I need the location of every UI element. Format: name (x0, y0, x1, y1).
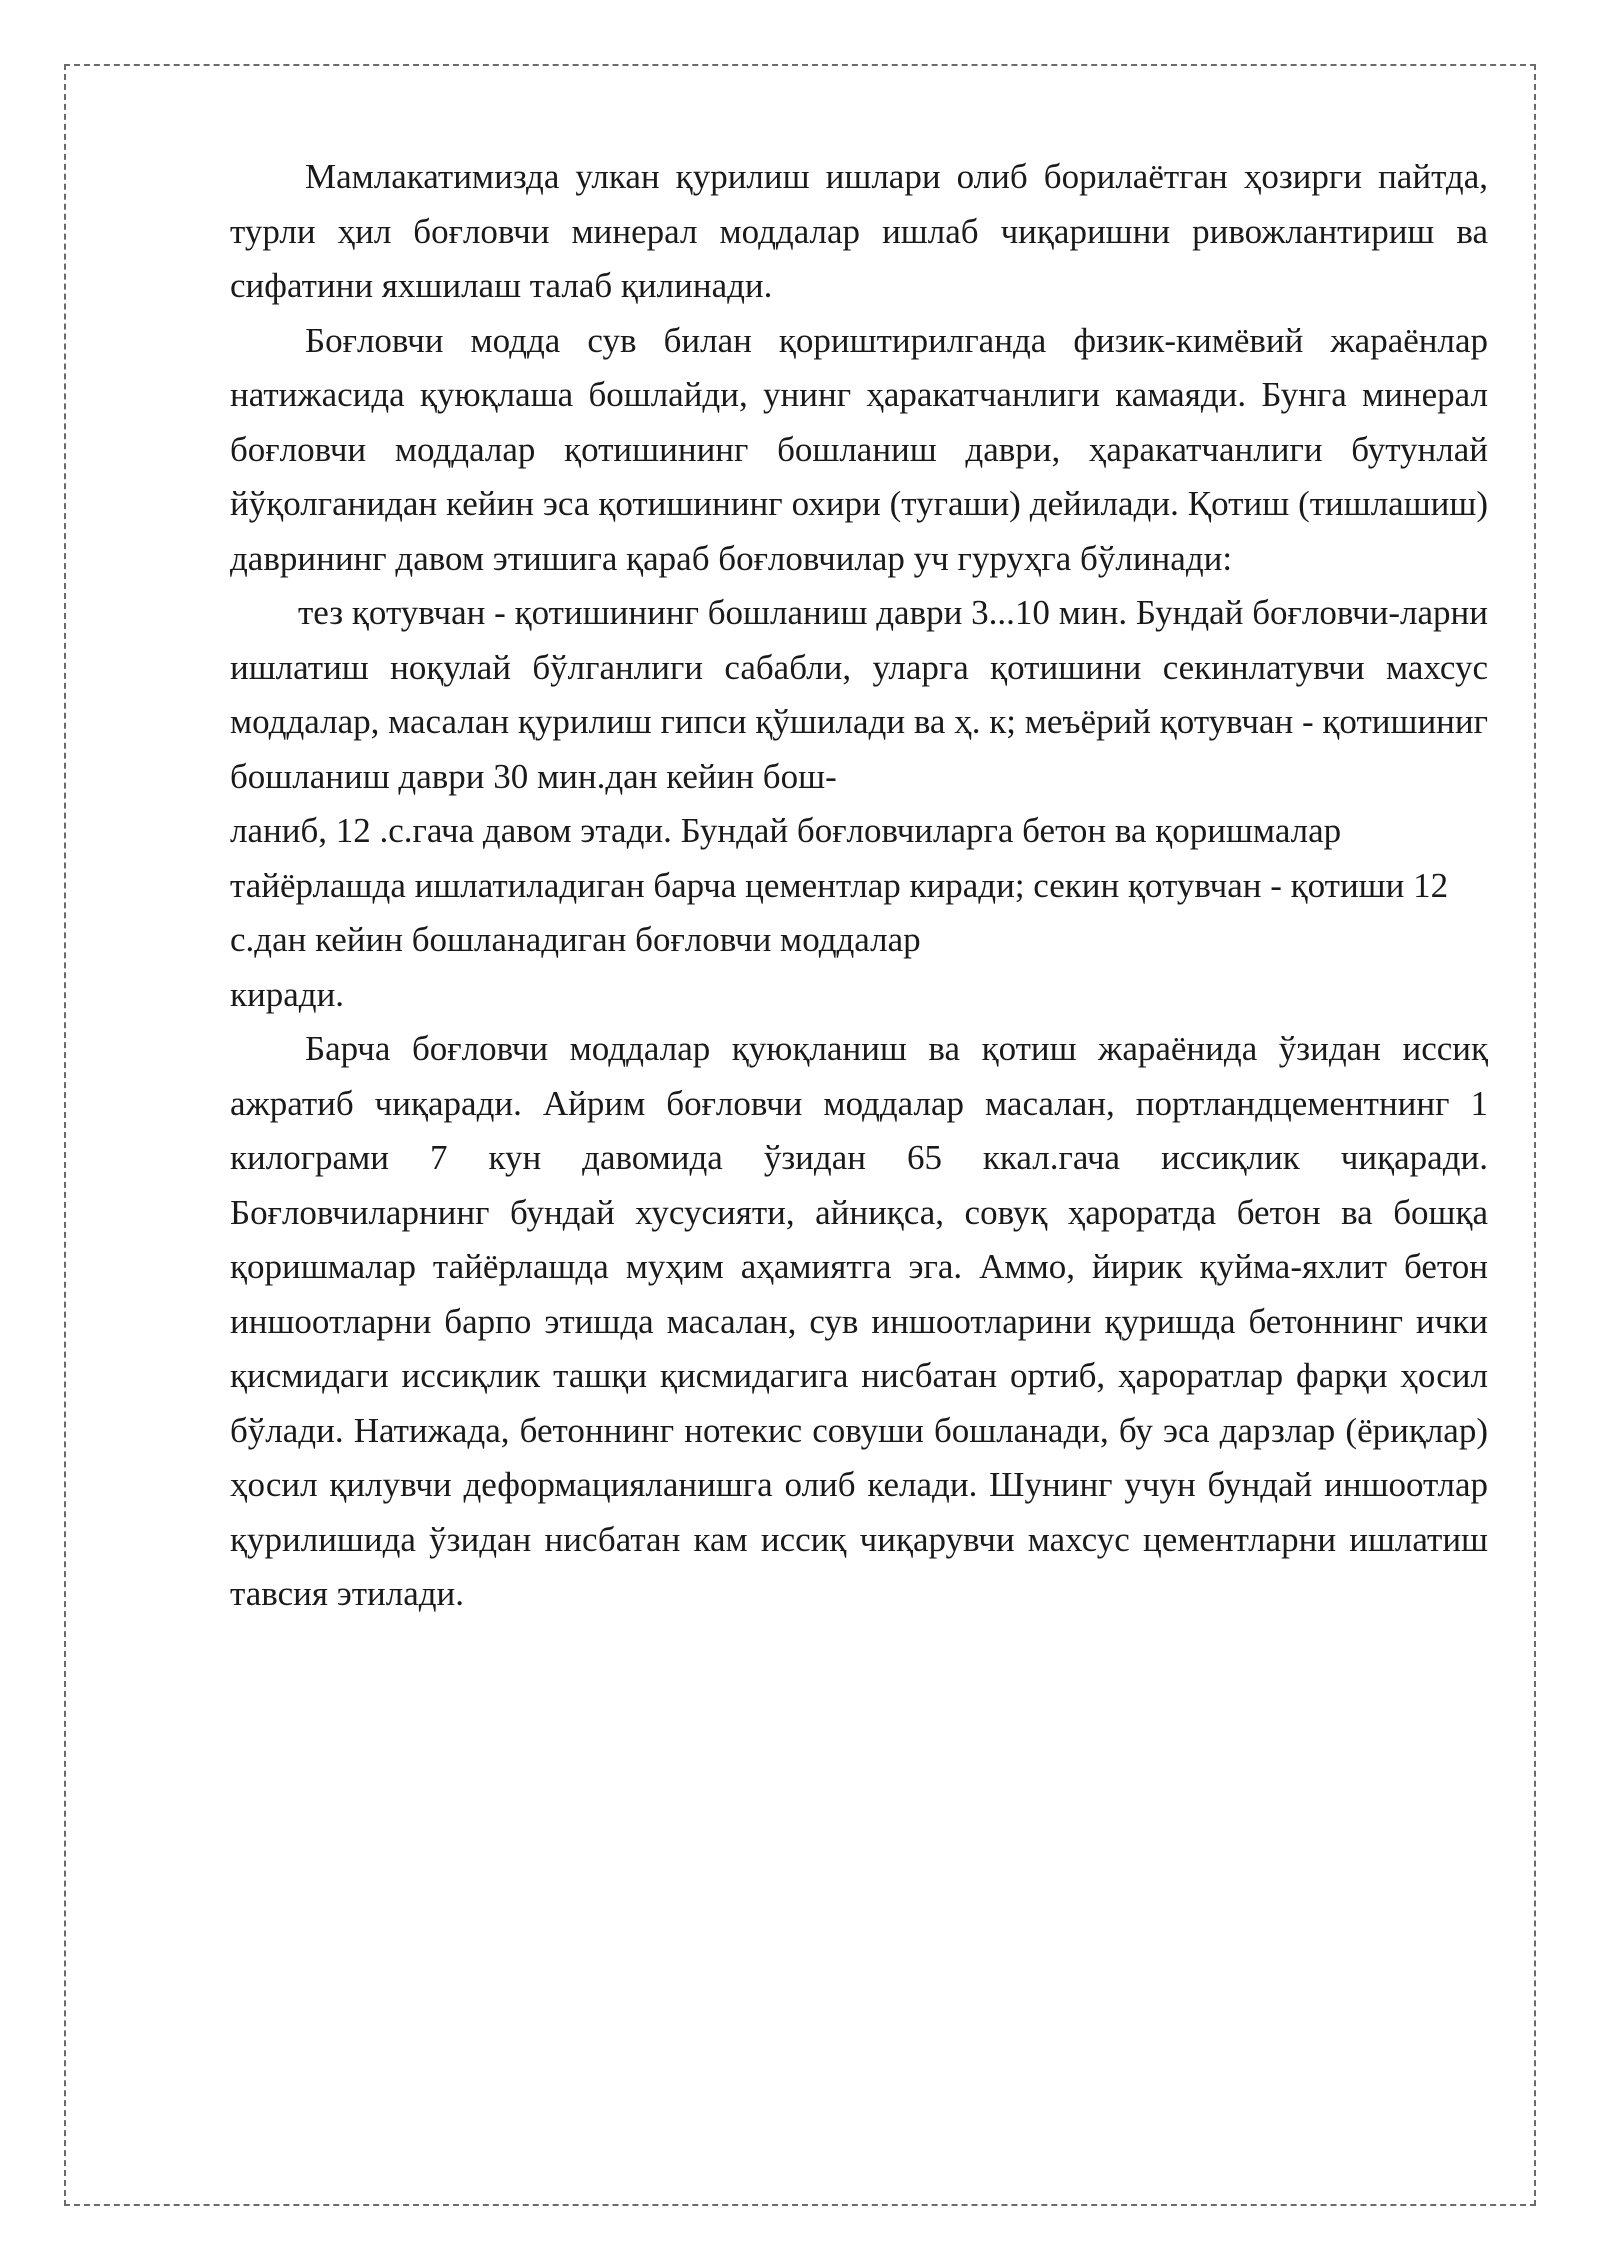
paragraph-heat-release: Барча боғловчи моддалар қуюқланиш ва қотиш жараёнида ўзидан иссиқ ажратиб чиқаради. Айрим боғловчи моддалар масалан, портландцементнинг 1 килограми 7 кун давомида ўзидан 65 ккал.гача иссиқлик чиқаради. Боғловчиларнинг бундай хусусияти, айниқса, совуқ ҳароратда бетон ва бошқа қоришмалар тайёрлашда муҳим аҳамиятга эга. Аммо, йирик қуйма-яхлит бетон иншоотларни барпо этишда масалан, сув иншоотларини қуришда бетоннинг ички қисмидаги иссиқлик ташқи қисмидагига нисбатан ортиб, ҳароратлар фарқи ҳосил бўлади. Натижада, бетоннинг нотекис совуши бошланади, бу эса дарзлар (ёриқлар) ҳосил қилувчи деформацияланишга олиб келади. Шунинг учун бундай иншоотлар қурилишида ўзидан нисбатан кам иссиқ чиқарувчи махсус цементларни ишлатиш тавсия этилади. (230, 1029, 1488, 1613)
paragraph-normal-setting: ланиб, 12 .с.гача давом этади. Бундай боғловчиларга бетон ва қоришмалар тайёрлашда ишлатиладиган барча цементлар киради; секин қотувчан - қотиши 12 с.дан кейин бошланадиган боғловчи моддалар (230, 811, 1449, 959)
paragraph-setting-process: Боғловчи модда сув билан қориштирилганда физик-кимёвий жараёнлар натижасида қуюқлаша бошлайди, унинг ҳаракатчанлиги камаяди. Бунга минерал боғловчи моддалар қотишининг бошланиш даври, ҳаракатчанлиги бутунлай йўқолганидан кейин эса қотишининг охири (тугаши) дейилади. Қотиш (тишлашиш) даврининг давом этишига қараб боғловчилар уч гуруҳга бўлинади: (230, 320, 1488, 578)
paragraph-continuation: киради. (230, 974, 345, 1014)
paragraph-intro: Мамлакатимизда улкан қурилиш ишлари олиб борилаётган ҳозирги пайтда, турли ҳил боғловчи минерал моддалар ишлаб чиқаришни ривожлантириш ва сифатини яхшилаш талаб қилинади. (230, 157, 1488, 305)
document-body (230, 150, 1488, 1622)
paragraph-fast-setting: тез қотувчан - қотишининг бошланиш даври 3...10 мин. Бундай боғловчи-ларни ишлатиш ноқулай бўлганлиги сабабли, уларга қотишини секинлатувчи махсус моддалар, масалан қурилиш гипси қўшилади ва ҳ. к; меъёрий қотувчан - қотишиниг бошланиш даври 30 мин.дан кейин бош- (230, 593, 1488, 796)
